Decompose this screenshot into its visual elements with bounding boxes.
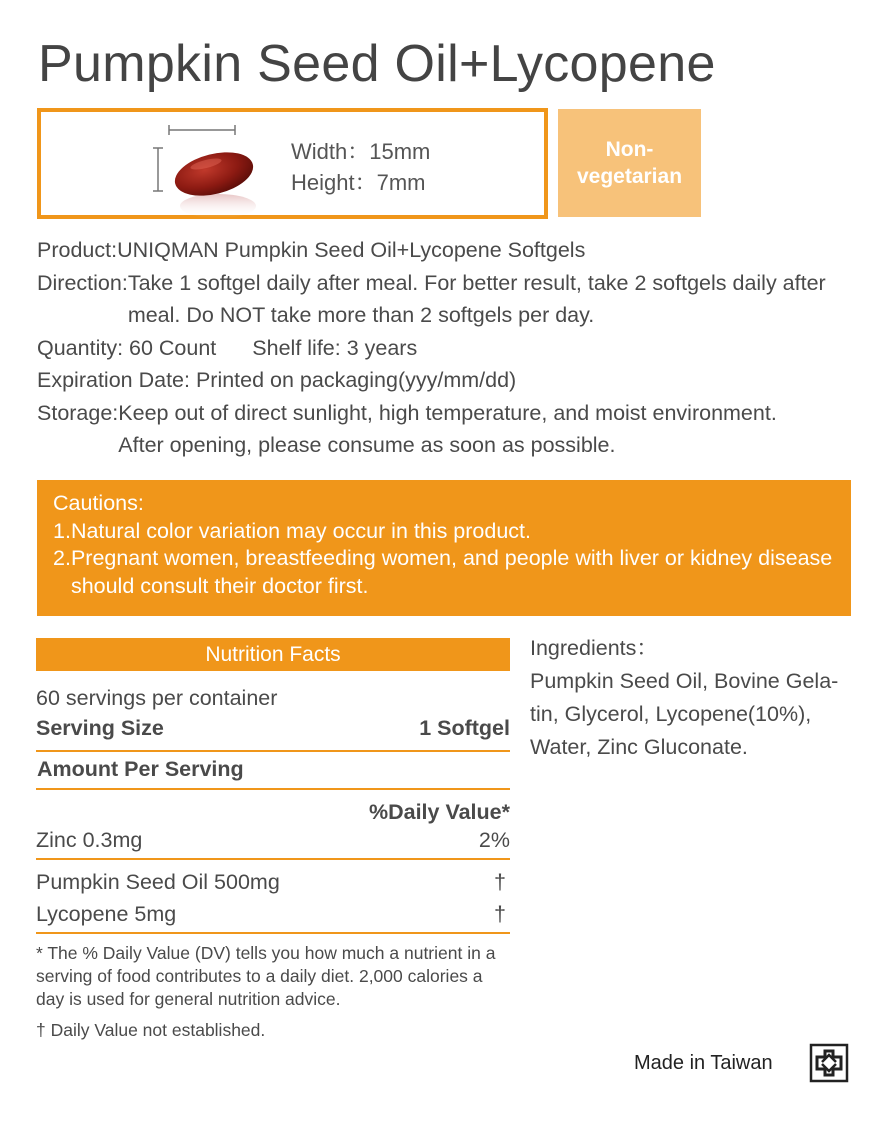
direction-label: Direction: xyxy=(37,270,128,295)
cautions-panel xyxy=(37,480,851,616)
divider xyxy=(36,932,510,934)
recycle-icon xyxy=(808,1042,850,1084)
softgel-width: Width：15mm xyxy=(291,139,431,164)
product-label: Product: xyxy=(37,238,118,262)
ingredients-heading: Ingredients： xyxy=(530,636,658,660)
divider xyxy=(36,788,510,790)
caution-item: 2. Pregnant women, breastfeeding women, and people with liver or kidney disease should consult their doctor first. xyxy=(53,546,833,598)
quantity: Quantity: 60 Count xyxy=(37,335,217,360)
dagger-note: † Daily Value not established. xyxy=(36,1020,266,1040)
ingredients xyxy=(530,632,860,764)
storage-row xyxy=(37,397,857,462)
nutrition-facts xyxy=(36,638,510,1042)
product-row xyxy=(37,234,857,267)
caution-item: 1. Natural color variation may occur in this product. xyxy=(53,518,531,543)
product-info xyxy=(37,234,857,462)
nutrition-header: Nutrition Facts xyxy=(36,638,510,671)
expiration-date: Expiration Date: Printed on packaging(yyy/mm/dd) xyxy=(37,368,517,392)
amount-per-serving: Amount Per Serving xyxy=(37,757,244,781)
non-vegetarian-badge xyxy=(558,109,701,217)
serving-size-value: 1 Softgel xyxy=(419,716,510,740)
quantity-row xyxy=(37,332,857,365)
softgel-size-panel xyxy=(37,108,548,219)
daily-value-header: %Daily Value* xyxy=(368,800,510,824)
badge-line-1: Non- xyxy=(605,138,654,161)
softgel-icon xyxy=(146,118,306,218)
product-value: UNIQMAN Pumpkin Seed Oil+Lycopene Softgels xyxy=(117,238,586,262)
ingredients-line: Water, Zinc Gluconate. xyxy=(530,735,748,759)
direction-row xyxy=(37,267,857,332)
divider xyxy=(36,858,510,860)
shelf-life: Shelf life: 3 years xyxy=(252,335,418,360)
serving-size-row xyxy=(36,713,510,744)
made-in-taiwan: Made in Taiwan xyxy=(634,1052,773,1074)
ingredients-line: tin, Glycerol, Lycopene(10%), xyxy=(530,702,812,726)
serving-size-label: Serving Size xyxy=(36,716,164,740)
direction-value: Take 1 softgel daily after meal. For better result, take 2 softgels daily after meal. Do NOT take more than 2 softgels per day. xyxy=(127,270,826,327)
cautions-heading: Cautions: xyxy=(53,491,144,515)
daily-value-footnote: * The % Daily Value (DV) tells you how much a nutrient in a serving of food contributes to a daily diet. 2,000 calories a day is used for general nutrition advice. xyxy=(36,943,496,1009)
nutrient-row: Lycopene 5mg † xyxy=(36,902,506,926)
nutrient-row: Zinc 0.3mg 2% xyxy=(36,828,510,852)
storage-value: Keep out of direct sunlight, high temperature, and moist environment. After opening, please consume as soon as possible. xyxy=(118,400,777,457)
storage-label: Storage: xyxy=(37,400,119,425)
ingredients-line: Pumpkin Seed Oil, Bovine Gela- xyxy=(530,669,839,693)
nutrient-row: Pumpkin Seed Oil 500mg † xyxy=(36,870,506,894)
page-title: Pumpkin Seed Oil+Lycopene xyxy=(38,35,716,93)
servings-per-container: 60 servings per container xyxy=(36,686,278,710)
softgel-height: Height：7mm xyxy=(291,170,426,195)
badge-line-2: vegetarian xyxy=(576,165,683,188)
